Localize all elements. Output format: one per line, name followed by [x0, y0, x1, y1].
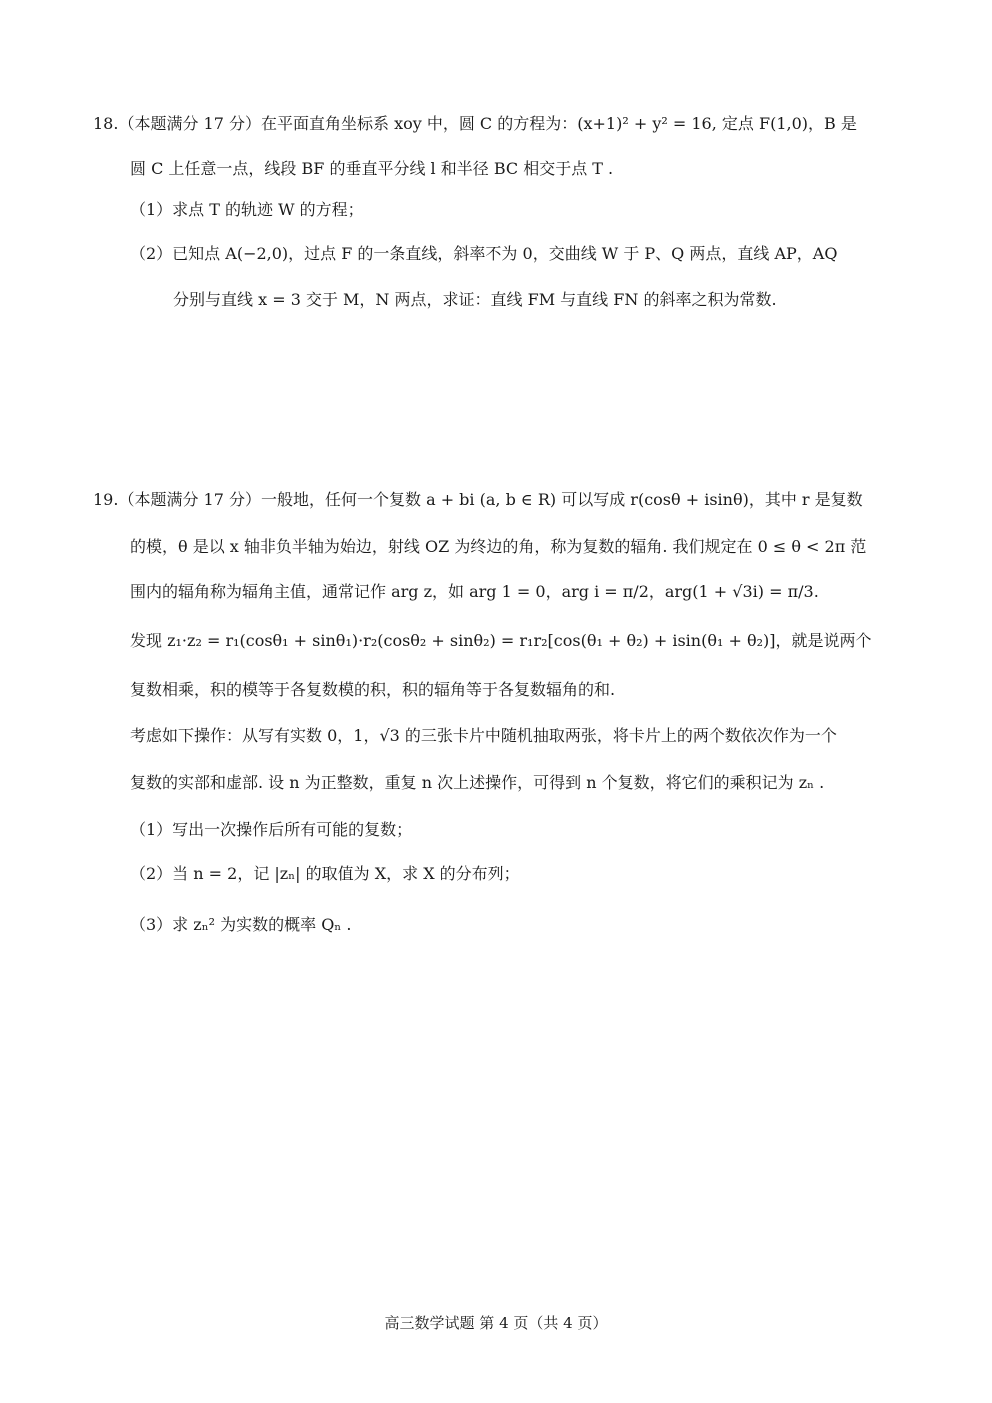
page-footer: 高三数学试题 第 4 页（共 4 页）: [384, 1314, 608, 1332]
q19-line-6: 考虑如下操作：从写有实数 0，1，√3 的三张卡片中随机抽取两张，将卡片上的两个数依次作为一个: [130, 726, 837, 745]
q18-part-2a: （2）已知点 A(−2,0)，过点 F 的一条直线，斜率不为 0，交曲线 W 于 P、Q 两点，直线 AP，AQ: [130, 244, 838, 263]
q18-part-1: （1）求点 T 的轨迹 W 的方程；: [130, 200, 364, 219]
q19-part-3: （3）求 zₙ² 为实数的概率 Qₙ .: [130, 915, 352, 934]
q18-line-2: 圆 C 上任意一点，线段 BF 的垂直平分线 l 和半径 BC 相交于点 T .: [130, 159, 614, 178]
q19-line-5: 复数相乘，积的模等于各复数模的积，积的辐角等于各复数辐角的和.: [130, 680, 616, 699]
q19-line-7: 复数的实部和虚部. 设 n 为正整数，重复 n 次上述操作，可得到 n 个复数，将它们的乘积记为 zₙ .: [130, 773, 825, 792]
q19-part-1: （1）写出一次操作后所有可能的复数；: [130, 820, 413, 839]
q19-line-2: 的模，θ 是以 x 轴非负半轴为始边，射线 OZ 为终边的角，称为复数的辐角. 我们规定在 0 ≤ θ < 2π 范: [130, 537, 867, 556]
q19-line-1: 19.（本题满分 17 分）一般地，任何一个复数 a + bi (a, b ∈ R) 可以写成 r(cosθ + isinθ)，其中 r 是复数: [93, 490, 863, 509]
q19-line-4: 发现 z₁·z₂ = r₁(cosθ₁ + sinθ₁)·r₂(cosθ₂ + sinθ₂) = r₁r₂[cos(θ₁ + θ₂) + isin(θ₁ + θ₂)]，就是说两个: [130, 631, 872, 650]
q19-line-3: 围内的辐角称为辐角主值，通常记作 arg z，如 arg 1 = 0，arg i = π/2，arg(1 + √3i) = π/3.: [130, 582, 819, 601]
q19-part-2: （2）当 n = 2，记 |zₙ| 的取值为 X，求 X 的分布列；: [130, 864, 520, 883]
q18-part-2b: 分别与直线 x = 3 交于 M，N 两点，求证：直线 FM 与直线 FN 的斜率之积为常数.: [173, 290, 777, 309]
q18-line-1: 18.（本题满分 17 分）在平面直角坐标系 xoy 中，圆 C 的方程为：(x+1)² + y² = 16, 定点 F(1,0)，B 是: [93, 114, 857, 133]
